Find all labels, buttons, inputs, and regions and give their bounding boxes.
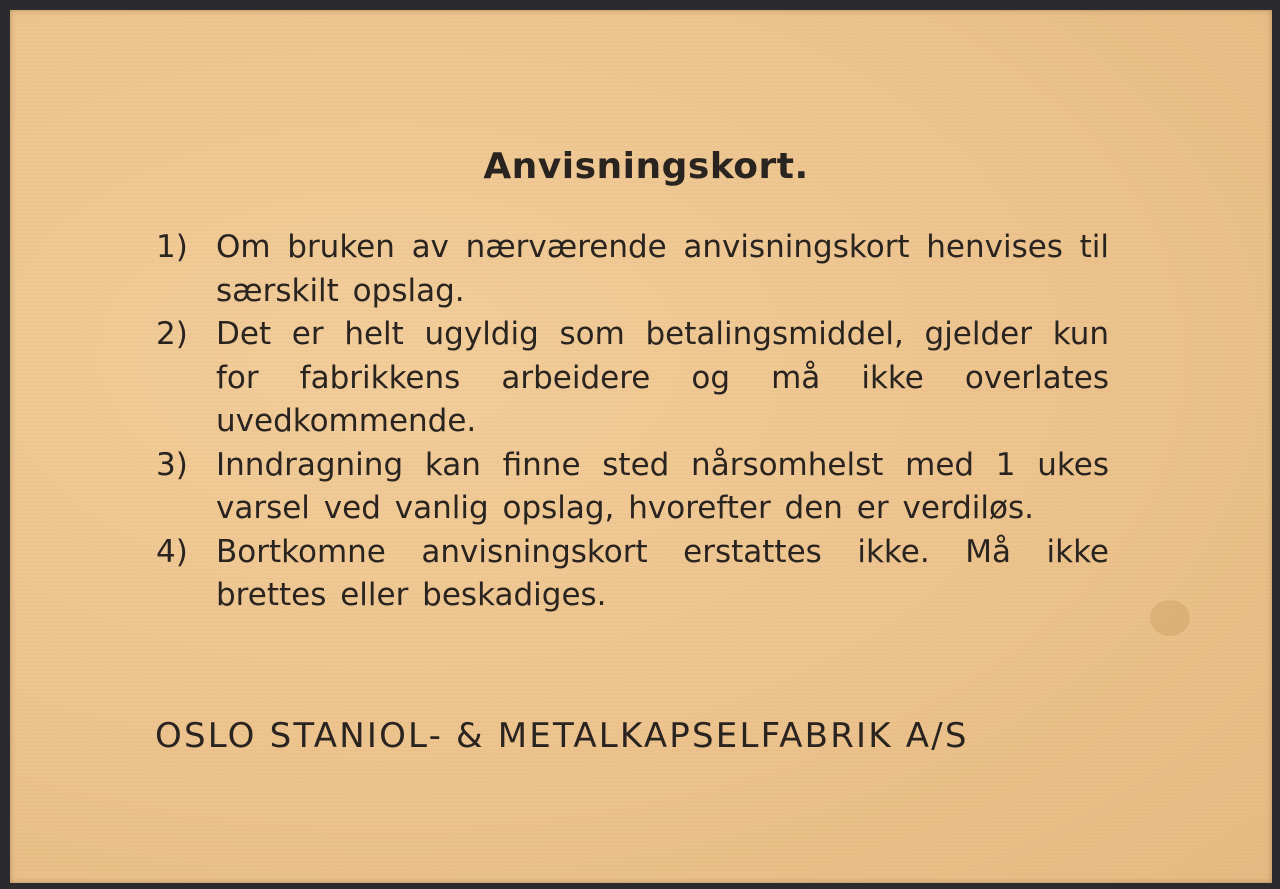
company-name: OSLO STANIOL- & METALKAPSELFABRIK A/S — [155, 716, 969, 756]
rule-text: Om bruken av nærværende anvisningskort henvises til særskilt opslag. — [216, 229, 1109, 309]
card-title: Anvisningskort. — [483, 146, 809, 187]
rule-number: 2) — [156, 316, 188, 352]
paper-stain — [1150, 600, 1190, 636]
rule-text: Det er helt ugyldig som betalingsmiddel, gjelder kun for fabrikkens arbeidere og må ikke overlates uvedkommende. — [216, 316, 1109, 439]
rule-text: Inndragning kan finne sted nårsomhelst med 1 ukes varsel ved vanlig opslag, hvorefter den er verdiløs. — [216, 446, 1109, 526]
rule-number: 1) — [156, 229, 188, 265]
rules-list — [156, 226, 1116, 618]
rule-number: 3) — [156, 446, 188, 483]
rule-item-2 — [156, 313, 1116, 444]
rule-item-3 — [156, 444, 1116, 531]
instruction-card — [10, 10, 1272, 883]
rule-text: Bortkomne anvisningskort erstattes ikke. Må ikke brettes eller beskadiges. — [216, 533, 1109, 613]
rule-number: 4) — [156, 533, 188, 570]
rule-item-4 — [156, 531, 1116, 618]
rule-item-1 — [156, 226, 1116, 313]
